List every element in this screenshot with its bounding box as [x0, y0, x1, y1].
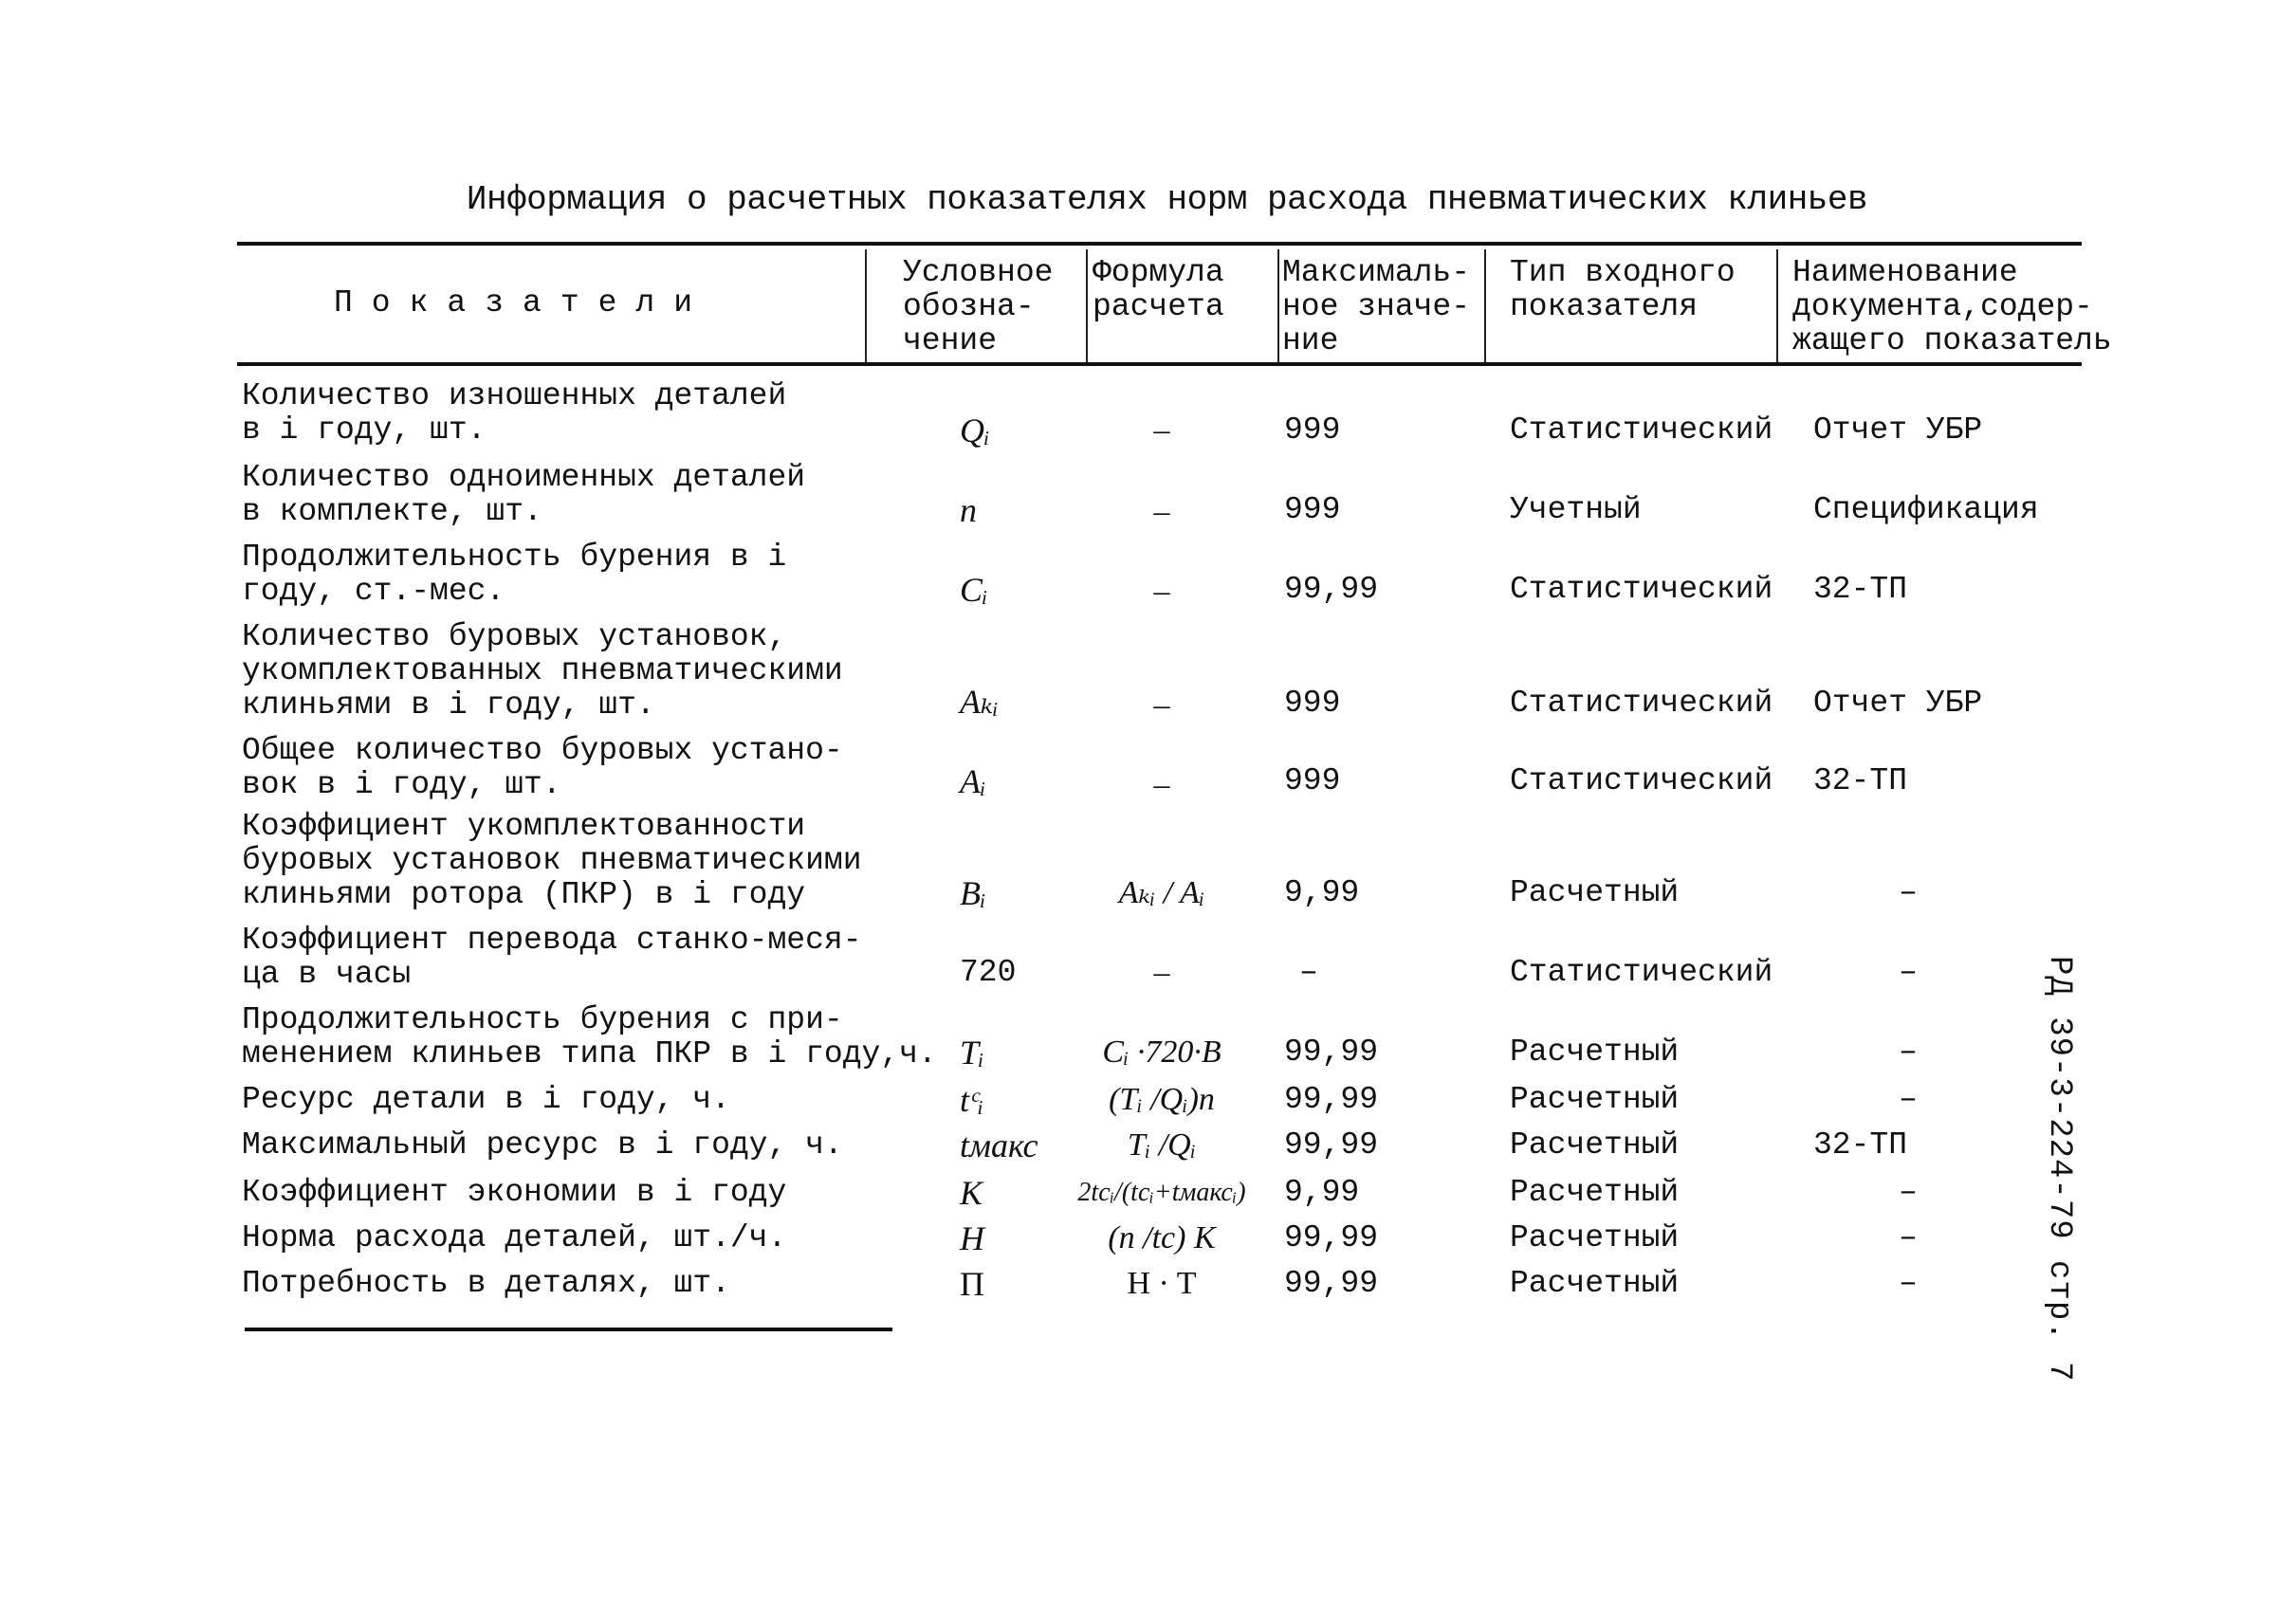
indicator-type: Расчетный	[1510, 1082, 1680, 1117]
indicator-symbol: Tᵢ	[960, 1034, 984, 1072]
indicator-type: Статистический	[1510, 572, 1773, 607]
indicator-max: 99,99	[1284, 572, 1379, 607]
indicator-symbol: 720	[960, 955, 1017, 990]
indicator-symbol: Aᵢ	[960, 762, 986, 800]
column-divider	[1776, 249, 1778, 363]
header-max: Максималь- ное значе- ние	[1282, 255, 1471, 358]
indicator-name: Ресурс детали в i году, ч.	[242, 1082, 730, 1117]
column-divider	[1277, 249, 1279, 363]
indicator-symbol: K	[960, 1174, 983, 1212]
table-top-rule	[237, 242, 2082, 246]
indicator-name: Коэффициент укомплектованности буровых установок пневматическими клиньями ротора (ПКР) в i году	[242, 809, 862, 912]
indicator-document: –	[1899, 875, 1918, 910]
indicator-document: Спецификация	[1813, 492, 2039, 527]
indicator-type: Расчетный	[1510, 1266, 1680, 1301]
indicator-max: 999	[1284, 763, 1341, 798]
indicator-document: –	[1899, 1035, 1918, 1070]
header-formula: Формула расчета	[1093, 255, 1224, 324]
indicator-type: Учетный	[1510, 492, 1642, 527]
indicator-document: –	[1899, 955, 1918, 990]
indicator-max: 99,99	[1284, 1266, 1379, 1301]
indicator-document: 32-ТП	[1813, 763, 1908, 798]
indicator-document: –	[1899, 1175, 1918, 1210]
indicator-formula: (Tᵢ /Qᵢ)n	[1109, 1082, 1215, 1117]
indicator-symbol: H	[960, 1219, 984, 1257]
indicator-symbol: Aₖᵢ	[960, 683, 999, 721]
indicator-document: Отчет УБР	[1813, 412, 1983, 448]
indicator-formula: Cᵢ ·720·B	[1102, 1035, 1221, 1070]
column-divider	[1086, 249, 1088, 363]
indicator-symbol: n	[960, 491, 977, 529]
indicator-type: Статистический	[1510, 412, 1773, 448]
indicator-name: Количество изношенных деталей в i году, шт.	[242, 378, 787, 448]
indicator-formula: –	[1153, 494, 1170, 529]
column-divider	[865, 249, 867, 363]
header-symbol: Условное обозна- чение	[903, 255, 1054, 358]
indicator-symbol: tᶜᵢ	[960, 1081, 984, 1119]
indicator-formula: –	[1153, 767, 1170, 802]
indicator-symbol: Cᵢ	[960, 571, 988, 609]
indicator-max: 999	[1284, 492, 1341, 527]
indicator-document: Отчет УБР	[1813, 686, 1983, 721]
column-divider	[1484, 249, 1486, 363]
indicator-type: Расчетный	[1510, 1035, 1680, 1070]
header-document: Наименование документа,содер- жащего показатель	[1792, 255, 2112, 358]
indicator-name: Продолжительность бурения в i году, ст.-мес.	[242, 540, 787, 609]
indicator-type: Статистический	[1510, 686, 1773, 721]
indicator-max: 99,99	[1284, 1127, 1379, 1163]
header-indicators: Показатели	[334, 285, 712, 321]
indicator-type: Расчетный	[1510, 875, 1680, 910]
indicator-name: Количество буровых установок, укомплектованных пневматическими клиньями в i году, шт.	[242, 619, 843, 723]
indicator-document: 32-ТП	[1813, 572, 1908, 607]
indicator-max: 99,99	[1284, 1035, 1379, 1070]
indicator-type: Расчетный	[1510, 1175, 1680, 1210]
page-title: Информация о расчетных показателях норм расхода пневматических клиньев	[466, 180, 1868, 219]
indicator-symbol: П	[960, 1265, 984, 1303]
indicator-document: 32-ТП	[1813, 1127, 1908, 1163]
indicator-max: 999	[1284, 686, 1341, 721]
indicator-name: Продолжительность бурения с при- менением клиньев типа ПКР в i году,ч.	[242, 1002, 937, 1072]
indicator-formula: Tᵢ /Qᵢ	[1127, 1127, 1197, 1163]
indicator-formula: –	[1153, 574, 1170, 609]
document-page-label: РД 39-3-224-79 стр. 7	[2041, 956, 2077, 1383]
indicator-max: 99,99	[1284, 1082, 1379, 1117]
indicator-formula: H · T	[1127, 1266, 1197, 1301]
indicator-max: 999	[1284, 412, 1341, 448]
indicator-name: Общее количество буровых устано- вок в i году, шт.	[242, 733, 843, 802]
indicator-max: 99,99	[1284, 1220, 1379, 1255]
header-type: Тип входного показателя	[1510, 255, 1736, 324]
indicator-document: –	[1899, 1082, 1918, 1117]
table-bottom-rule	[245, 1328, 892, 1331]
indicator-formula: Aₖᵢ / Aᵢ	[1118, 875, 1205, 910]
indicator-name: Коэффициент перевода станко-меся- ца в часы	[242, 923, 862, 992]
indicator-name: Потребность в деталях, шт.	[242, 1266, 730, 1301]
indicator-type: Расчетный	[1510, 1220, 1680, 1255]
header-bottom-rule	[237, 362, 2082, 366]
indicator-document: –	[1899, 1266, 1918, 1301]
indicator-type: Расчетный	[1510, 1127, 1680, 1163]
indicator-formula: –	[1153, 412, 1170, 448]
indicator-max: –	[1299, 955, 1318, 990]
indicator-formula: (n /tc) K	[1108, 1220, 1216, 1255]
indicator-symbol: tмакс	[960, 1127, 1038, 1164]
indicator-type: Статистический	[1510, 763, 1773, 798]
indicator-formula: –	[1153, 955, 1170, 990]
indicator-name: Коэффициент экономии в i году	[242, 1175, 787, 1210]
indicator-max: 9,99	[1284, 1175, 1360, 1210]
indicator-formula: –	[1153, 687, 1170, 723]
indicator-document: –	[1899, 1220, 1918, 1255]
indicator-max: 9,99	[1284, 875, 1360, 910]
indicator-symbol: Bᵢ	[960, 874, 986, 912]
indicator-name: Максимальный ресурс в i году, ч.	[242, 1127, 843, 1163]
indicator-formula: 2tcᵢ/(tcᵢ+tмаксᵢ)	[1077, 1178, 1246, 1207]
indicator-type: Статистический	[1510, 955, 1773, 990]
indicator-name: Количество одноименных деталей в комплекте, шт.	[242, 460, 806, 529]
indicator-symbol: Qᵢ	[960, 412, 990, 449]
indicator-name: Норма расхода деталей, шт./ч.	[242, 1220, 787, 1255]
